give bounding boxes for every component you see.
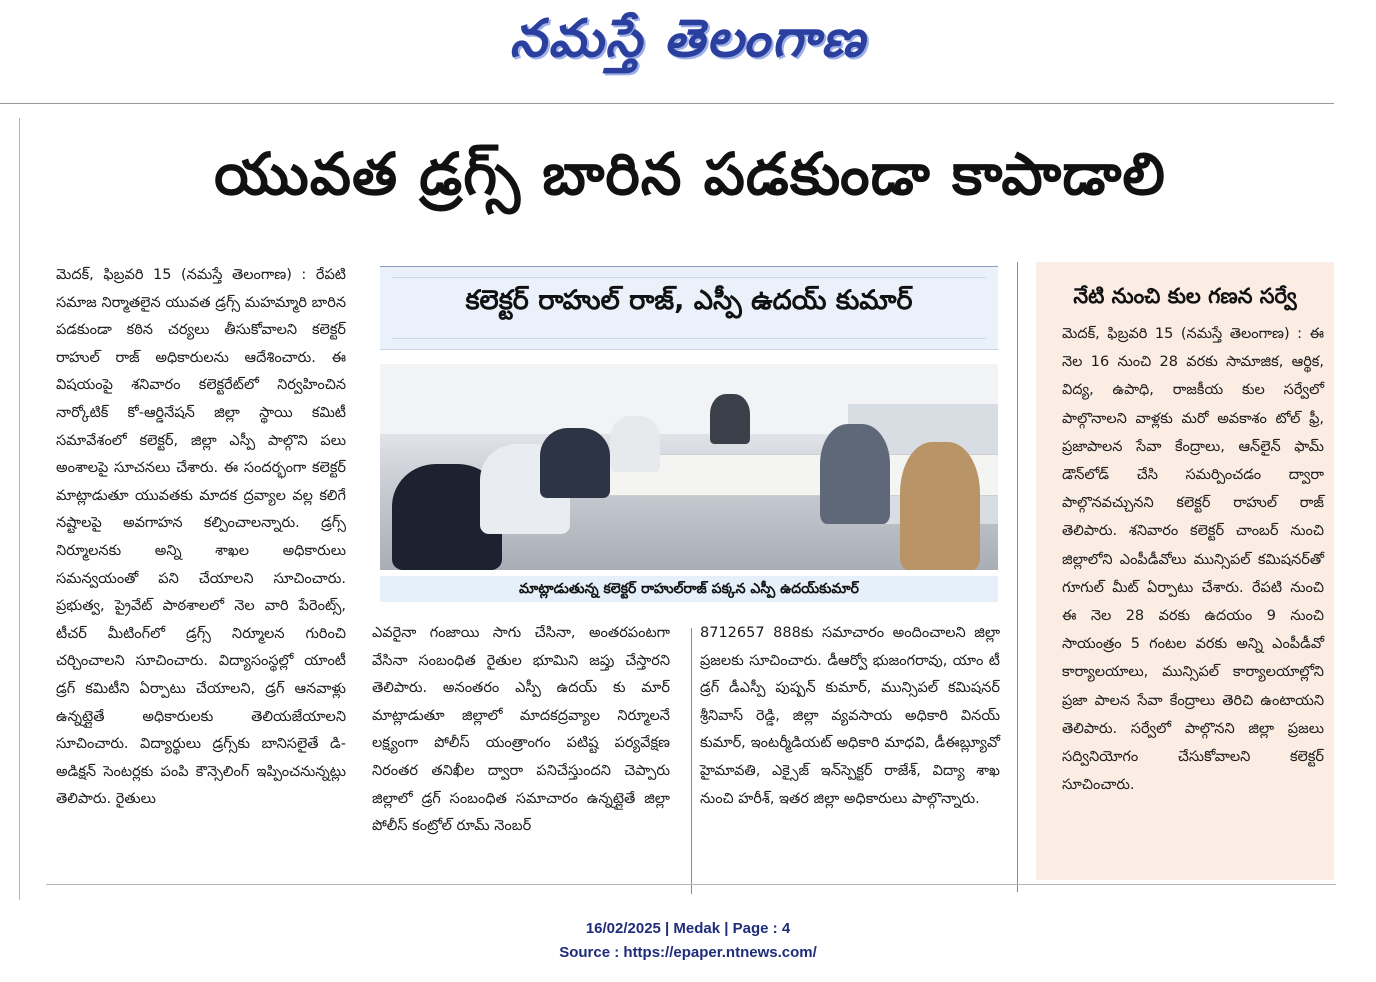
- photo-person: [610, 416, 660, 472]
- article-column-1: మెదక్, ఫిబ్రవరి 15 (నమస్తే తెలంగాణ) : రేపటి సమాజ నిర్మాతలైన యువత డ్రగ్స్ మహమ్మారి బారిన పడకుండా కఠిన చర్యలు తీసుకోవాలని కలెక్టర్ రాహుల్ రాజ్ అధికారులను ఆదేశించారు. ఈ విషయంపై శనివారం కలెక్టరేట్‌లో నిర్వహించిన నార్కోటిక్ కో-ఆర్డినేషన్ జిల్లా స్థాయి కమిటీ సమావేశంలో కలెక్టర్, జిల్లా ఎస్పీ పాల్గొని పలు అంశాలపై సూచనలు చేశారు. ఈ సందర్భంగా కలెక్టర్ మాట్లాడుతూ యువతకు మాదక ద్రవ్యాల వల్ల కలిగే నష్టాలపై అవగాహన కల్పించాలన్నారు. డ్రగ్స్ నిర్మూలనకు అన్ని శాఖల అధికారులు సమన్వయంతో పని చేయాలని సూచించారు. ప్రభుత్వ, ప్రైవేట్ పాఠశాలలో నెల వారి పేరెంట్స్, టీచర్ మీటింగ్‌లో డ్రగ్స్ నిర్మూలన గురించి చర్చించాలని సూచించారు. విద్యాసంస్థల్లో యాంటీ డ్రగ్ కమిటీని ఏర్పాటు చేయాలని, డ్రగ్ ఆనవాళ్లు ఉన్నట్లైతే అధికారులకు తెలియజేయాలని సూచించారు. విద్యార్థులు డ్రగ్స్‌కు బానిసలైతే డి-అడిక్షన్ సెంటర్లకు పంపి కౌన్సెలింగ్ ఇప్పించనున్నట్లు తెలిపారు. రైతులు: [56, 267, 346, 808]
- subheadline-box: [380, 266, 998, 350]
- photo-person: [710, 394, 750, 444]
- meeting-photo: [380, 364, 998, 570]
- article-column-2: ఎవరైనా గంజాయి సాగు చేసినా, అంతరపంటగా వేసినా సంబంధిత రైతుల భూమిని జప్తు చేస్తారని తెలిపారు. అనంతరం ఎస్పీ ఉదయ్ కు మార్ మాట్లాడుతూ జిల్లాలో మాదకద్రవ్యాల నిర్మూలనే లక్ష్యంగా పోలీస్ యంత్రాంగం పటిష్ట పర్యవేక్షణ నిరంతర తనిఖీల ద్వారా పనిచేస్తుందని చెప్పారు జిల్లాలో డ్రగ్ సంబంధిత సమాచారం ఉన్నట్లైతే జిల్లా పోలీస్ కంట్రోల్ రూమ్ నెంబర్: [372, 625, 670, 835]
- sidebar-story: [1036, 262, 1334, 880]
- article-column-3: 8712657 888కు సమాచారం అందించాలని జిల్లా ప్రజలకు సూచించారు. డీఆర్వో భుజంగరావు, యాం టీ డ్రగ్ డీఎస్పీ పుష్పన్ కుమార్, మున్సిపల్ కమిషనర్ శ్రీనివాస్ రెడ్డి, జిల్లా వ్యవసాయ అధికారి వినయ్ కుమార్, ఇంటర్మీడియట్ అధికారి మాధవి, డీఈబ్ల్యూవో హైమావతి, ఎక్సైజ్ ఇన్‌స్పెక్టర్ రాజేశ్, విద్యా శాఖ నుంచి హరీశ్, ఇతర జిల్లా అధికారులు పాల్గొన్నారు.: [700, 625, 1000, 807]
- photo-person: [820, 424, 890, 524]
- bottom-rule: [46, 884, 1336, 885]
- masthead: [0, 0, 1376, 100]
- sidebar-divider: [1017, 262, 1018, 892]
- headline: యువత డ్రగ్స్ బారిన పడకుండా కాపాడాలి: [214, 140, 1166, 208]
- sidebar-body: మెదక్, ఫిబ్రవరి 15 (నమస్తే తెలంగాణ) : ఈ నెల 16 నుంచి 28 వరకు సామాజిక, ఆర్థిక, విద్య, ఉపాధి, రాజకీయ కుల సర్వేలో పాల్గొనాలని వాళ్లకు మరో అవకాశం టోల్ ఫ్రీ, ప్రజాపాలన సేవా కేంద్రాలు, ఆన్‌లైన్ ఫామ్ డౌన్‌లోడ్ చేసి సమర్పించడం ద్వారా పాల్గొనవచ్చునని కలెక్టర్ రాహుల్ రాజ్ తెలిపారు. శనివారం కలెక్టర్ చాంబర్ నుంచి జిల్లాలోని ఎంపీడీవోలు మున్సిపల్ కమిషనర్‌తో గూగుల్ మీట్ ఏర్పాటు చేశారు. రేపటి నుంచి ఈ నెల 28 వరకు ఉదయం 9 నుంచి సాయంత్రం 5 గంటల వరకు అన్ని ఎంపీడీవో కార్యాలయాలు, మున్సిపల్ కార్యాలయాల్లోని ప్రజా పాలన సేవా కేంద్రాలు తెరిచి ఉంటాయని తెలిపారు. సర్వేలో పాల్గొనని జిల్లా ప్రజలు సద్వినియోగం చేసుకోవాలని కలెక్టర్ సూచించారు.: [1062, 326, 1324, 794]
- photo-person: [540, 428, 610, 498]
- photo-caption: మాట్లాడుతున్న కలెక్టర్ రాహుల్‌రాజ్ పక్కన ఎస్పీ ఉదయ్‌కుమార్: [380, 576, 998, 602]
- sidebar-title: నేటి నుంచి కుల గణన సర్వే: [1073, 284, 1297, 308]
- column-divider: [691, 628, 692, 894]
- footer-edition-info: 16/02/2025 | Medak | Page : 4: [585, 920, 791, 937]
- left-margin-rule: [19, 118, 20, 900]
- masthead-rule: [0, 103, 1334, 104]
- subheadline: కలెక్టర్ రాహుల్ రాజ్, ఎస్పీ ఉదయ్ కుమార్: [465, 285, 913, 316]
- photo-person: [900, 442, 980, 570]
- newspaper-logo: నమస్తే తెలంగాణ: [509, 8, 867, 69]
- footer-source: Source : https://epaper.ntnews.com/: [559, 944, 817, 961]
